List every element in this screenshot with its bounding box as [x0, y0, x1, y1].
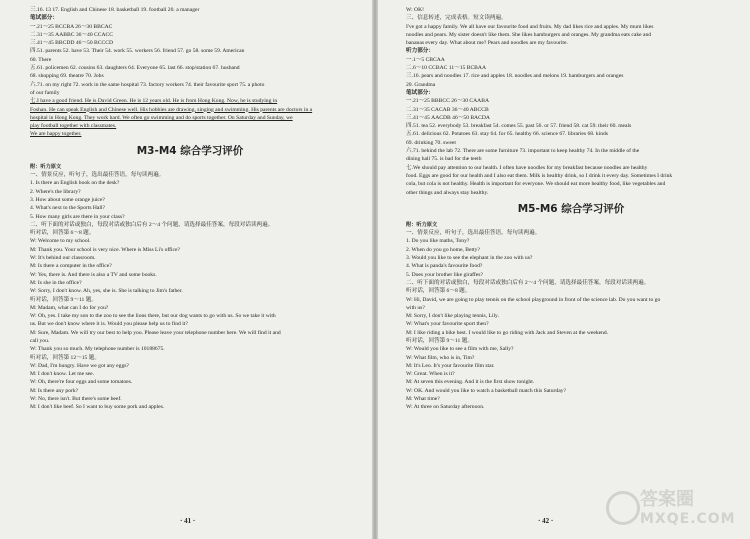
text-line: other things and always stay healthy.	[406, 189, 489, 196]
text-line: W: Welcome to my school.	[30, 238, 91, 245]
watermark-url: MXQE.COM	[640, 511, 736, 527]
text-line: W: It's behind our classroom.	[30, 255, 96, 262]
text-line: W: Sorry, I don't know. Ah, yes, she is. She is talking to Jim's father.	[30, 288, 183, 295]
text-line: 笔试部分：	[30, 15, 58, 22]
text-line: 1. Do you like maths, Tony?	[406, 238, 470, 245]
text-line: dining hall 75. is bad for the teeth	[406, 156, 482, 163]
left-answer-key	[30, 6, 350, 139]
text-line: M: I don't like beef. So I want to buy some pork and apples.	[30, 404, 165, 411]
right-transcript-label: 附：听力原文	[406, 221, 438, 228]
text-line: 四.51. tea 52. everybody 53. breakfast 54. comes 55. past 56. or 57. friend 58. cat 59. their 60. meals	[406, 123, 632, 130]
right-section-title: M5-M6 综合学习评价	[517, 202, 625, 215]
text-line: 二.31～35 CACAB 36～40 ABCCB	[406, 106, 489, 113]
text-line: us. But we don't know where it is. Would you please help us to find it?	[30, 321, 188, 328]
text-line: hospital in Hong Kong. They work hard. We often go swimming and do sports together. On Saturday and Sunday, we	[30, 114, 293, 121]
left-page-number: · 41 ·	[180, 517, 196, 525]
text-line: M: At seven this evening. And it is the first show tonight.	[406, 379, 535, 386]
text-line: 一、情景反应，听句子，选出最佳答语，每句读两遍。	[30, 172, 165, 179]
left-page	[0, 0, 372, 539]
text-line: W: Oh, there're four eggs and some tomatoes.	[30, 379, 133, 386]
text-line: Foshan. He can speak English and Chinese well. His hobbies are drawing, singing and swimming. His parents are doctors in a	[30, 106, 313, 113]
text-line: 七.We should pay attention to our health. I often have noodles for my breakfast because noodles are healthy	[406, 164, 648, 171]
text-line: 四.51. parents 52. have 53. Their 54. work 55. workers 56. friend 57. go 58. some 59. American	[30, 48, 245, 55]
text-line: 五.61. delicious 62. Potatoes 63. stay 64. for 65. healthy 66. science 67. libraries 68. kinds	[406, 131, 608, 138]
text-line: 听对话，回答第 6～8 题。	[30, 230, 95, 237]
text-line: 60. There	[30, 56, 52, 63]
text-line: 2. When do you go home, Betty?	[406, 246, 480, 253]
text-line: 听对话，回答第 9～11 题。	[30, 296, 97, 303]
right-column	[406, 6, 736, 412]
text-line: 4. What is panda's favourite food?	[406, 263, 483, 270]
text-line: 二.31～35 AABBC 36～40 CCACC	[30, 31, 113, 38]
text-line: 二、听下面的对话或独白，每段对话或独白后有 2～4 个问题，请选择最佳答案，每段对话读两遍。	[406, 279, 650, 286]
text-line: W: Hi, David, we are going to play tennis on the school playground in front of the science lab. Do you want to go	[406, 296, 661, 303]
text-line: 2. Where's the library?	[30, 188, 81, 195]
text-line: M: Sorry, I don't like playing tennis, Lily.	[406, 313, 499, 320]
text-line: play football together with classmates.	[30, 123, 117, 130]
text-line: 一.21～25 BBBCC 26～30 CAABA	[406, 98, 489, 105]
right-page-number: · 42 ·	[538, 517, 554, 525]
text-line: bananas every day. What about me? Pears and noodles are my favourite.	[406, 40, 568, 47]
text-line: 一.21～25 BCCBA 26～30 BBCAC	[30, 23, 113, 30]
text-line: 三.41～45 AACDB 46～50 BACDA	[406, 114, 490, 121]
text-line: M: I don't know. Let me see.	[30, 371, 95, 378]
right-answer-key	[406, 6, 736, 197]
text-line: 听对话，回答第 6～8 题。	[406, 288, 471, 295]
text-line: 5. Does your brother like giraffes?	[406, 271, 483, 278]
text-line: M: It's Leo. It's your favourite film star.	[406, 362, 495, 369]
text-line: 二.6～10 CCBAC 11～15 BCBAA	[406, 65, 486, 72]
text-line: W: OK!	[406, 7, 424, 13]
text-line: with us?	[406, 304, 425, 311]
text-line: 三.16. 13 17. English and Chinese 18. basketball 19. football 20. a manager	[30, 7, 200, 13]
text-line: 六.71. on my right 72. work in the same hospital 73. factory workers 74. their favourite sport 75. a photo	[30, 81, 265, 88]
text-line: 20. Grandma	[406, 81, 436, 88]
text-line: W: Would you like to see a film with me, Sally?	[406, 346, 514, 353]
text-line: 听对话，回答第 12～15 题。	[30, 354, 100, 361]
text-line: 3. Would you like to see the elephant in the zoo with us?	[406, 255, 533, 262]
text-line: 一、情景反应，听句子，选出最佳答语，每句读两遍。	[406, 230, 541, 237]
text-line: 六.71. behind the lab 72. There are some furniture 73. important to keep healthy 74. In the middle of the	[406, 148, 640, 155]
text-line: 5. How many girls are there in your class?	[30, 213, 125, 220]
text-line: W: OK. And would you like to watch a basketball match this Saturday?	[406, 387, 566, 394]
right-page	[378, 0, 750, 539]
text-line: W: Thank you so much. My telephone number is 10188675.	[30, 346, 165, 353]
text-line: 3. How about some orange juice?	[30, 196, 105, 203]
text-line: noodles and pears. My sister doesn't like them. She likes hamburgers and oranges. My grandma eats cake and	[406, 31, 652, 38]
text-line: 三、信息转述，完成表格。短文读两遍。	[406, 15, 507, 22]
text-line: W: Oh, yes. I take my son to the zoo to see the lions there, but our dog wants to go with us. So we take it with	[30, 313, 276, 320]
text-line: W: What's your favourite sport then?	[406, 321, 489, 328]
text-line: W: No, there isn't. But there's some beef.	[30, 396, 122, 403]
text-line: W: Yes, there is. And there is also a TV and some books.	[30, 271, 157, 278]
text-line: W: Great. When is it?	[406, 371, 455, 378]
right-transcript	[406, 229, 736, 412]
left-column	[30, 6, 350, 412]
text-line: cola, but cola is not healthy. Health is important for everyone. We should eat more healthy food, like vegetables and	[406, 181, 666, 188]
text-line: 听力部分：	[406, 48, 434, 55]
text-line: of our family	[30, 89, 60, 96]
text-line: 一.1～5 CBCAA	[406, 56, 445, 63]
text-line: We are happy together.	[30, 131, 82, 138]
text-line: M: Sure, Madam. We will try our best to help you. Please leave your telephone number here. We will find it and	[30, 329, 281, 336]
text-line: 1. Is there an English book on the desk?	[30, 180, 120, 187]
text-line: 七.I have a good friend. He is David Green. He is 12 years old. He is from Hong Kong. Now, he is studying in	[30, 98, 278, 105]
text-line: M: Thank you. Your school is very nice. Where is Miss Li's office?	[30, 246, 181, 253]
text-line: 笔试部分：	[406, 89, 434, 96]
text-line: 4. What's next to the Sports Hall?	[30, 205, 106, 212]
text-line: 69. drinking 70. sweet	[406, 139, 456, 146]
text-line: M: Is she in the office?	[30, 279, 82, 286]
text-line: 68. shopping 69. theatre 70. Jobs	[30, 73, 104, 80]
text-line: food. Eggs are good for our health and I also eat them. Milk is healthy drink, so I drink it every day. Sometimes I drink	[406, 172, 673, 179]
text-line: call you.	[30, 337, 50, 344]
text-line: W: Dad, I'm hungry. Have we got any eggs?	[30, 362, 129, 369]
text-line: W: What film, who is in, Tim?	[406, 354, 475, 361]
text-line: M: What time?	[406, 396, 440, 403]
left-transcript	[30, 171, 350, 412]
left-section-title: M3-M4 综合学习评价	[136, 144, 244, 157]
text-line: M: Is there a computer in the office?	[30, 263, 112, 270]
text-line: I've got a happy family. We all have our favourite food and fruits. My dad likes rice and apples. My mum likes	[406, 23, 654, 30]
text-line: W: At three on Saturday afternoon.	[406, 404, 485, 411]
watermark-logo	[604, 483, 744, 533]
text-line: 二、听下面的对话或独白，每段对话或独白后有 2～4 个问题，请选择最佳答案，每段对话读两遍。	[30, 221, 274, 228]
text-line: M: Madam, what can I do for you?	[30, 304, 109, 311]
text-line: M: I like riding a bike best. I would like to go riding with Jack and Steven at the weekend.	[406, 329, 609, 336]
watermark-text: 答案圈	[640, 489, 694, 510]
left-transcript-label: 附：听力原文	[30, 163, 62, 170]
watermark-ring-icon	[606, 491, 640, 525]
text-line: 三.41～45 BBCDD 46～50 BCCCD	[30, 40, 113, 47]
text-line: M: Is there any pork?	[30, 387, 79, 394]
text-line: 听对话，回答第 9～11 题。	[406, 337, 473, 344]
text-line: 三.16. pears and noodles 17. rice and apples 18. noodles and melons 19. hamburgers and oranges	[406, 73, 624, 80]
text-line: 五.61. policemen 62. cousins 63. daughters 64. Everyone 65. last 66. stop/station 67. husband	[30, 65, 240, 72]
